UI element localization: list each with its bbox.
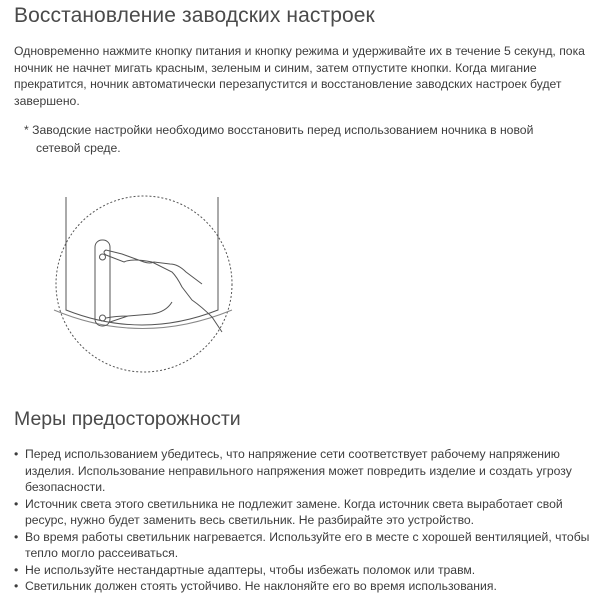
list-item: • Источник света этого светильника не подлежит замене. Когда источник света выработает свой ресурс, нужно будет заменить весь светильник. Не разбирайте это устройство.	[14, 496, 599, 529]
reset-section-title: Восстановление заводских настроек	[14, 4, 375, 27]
reset-note: * Заводские настройки необходимо восстановить перед использованием ночника в новой сетевой среде.	[24, 123, 534, 155]
zoom-circle	[56, 196, 232, 372]
safety-list	[14, 446, 599, 595]
reset-illustration	[32, 192, 252, 382]
button-panel	[95, 240, 110, 326]
list-item: • Не используйте нестандартные адаптеры, чтобы избежать поломок или травм.	[14, 562, 599, 579]
safety-section-title: Меры предосторожности	[14, 408, 241, 430]
lamp-base-ring	[54, 310, 232, 329]
list-item: • Светильник должен стоять устойчиво. Не наклоняйте его во время использования.	[14, 578, 599, 595]
mode-button-icon	[100, 315, 106, 321]
list-item: • Во время работы светильник нагревается. Используйте его в месте с хорошей вентиляцией, чтобы тепло могло рассеиваться.	[14, 529, 599, 562]
list-item: • Перед использованием убедитесь, что напряжение сети соответствует рабочему напряжению изделия. Использование неправильного напряжения может повредить изделие и создать угрозу безопасности.	[14, 446, 599, 496]
reset-instructions: Одновременно нажмите кнопку питания и кнопку режима и удерживайте их в течение 5 секунд, пока ночник не начнет мигать красным, зеленым и синим, затем отпустите кнопки. Когда мигание прекратится, ночник автоматически перезапустится и восстановление заводских настроек будет завершено.	[14, 44, 585, 109]
power-button-icon	[100, 254, 106, 260]
